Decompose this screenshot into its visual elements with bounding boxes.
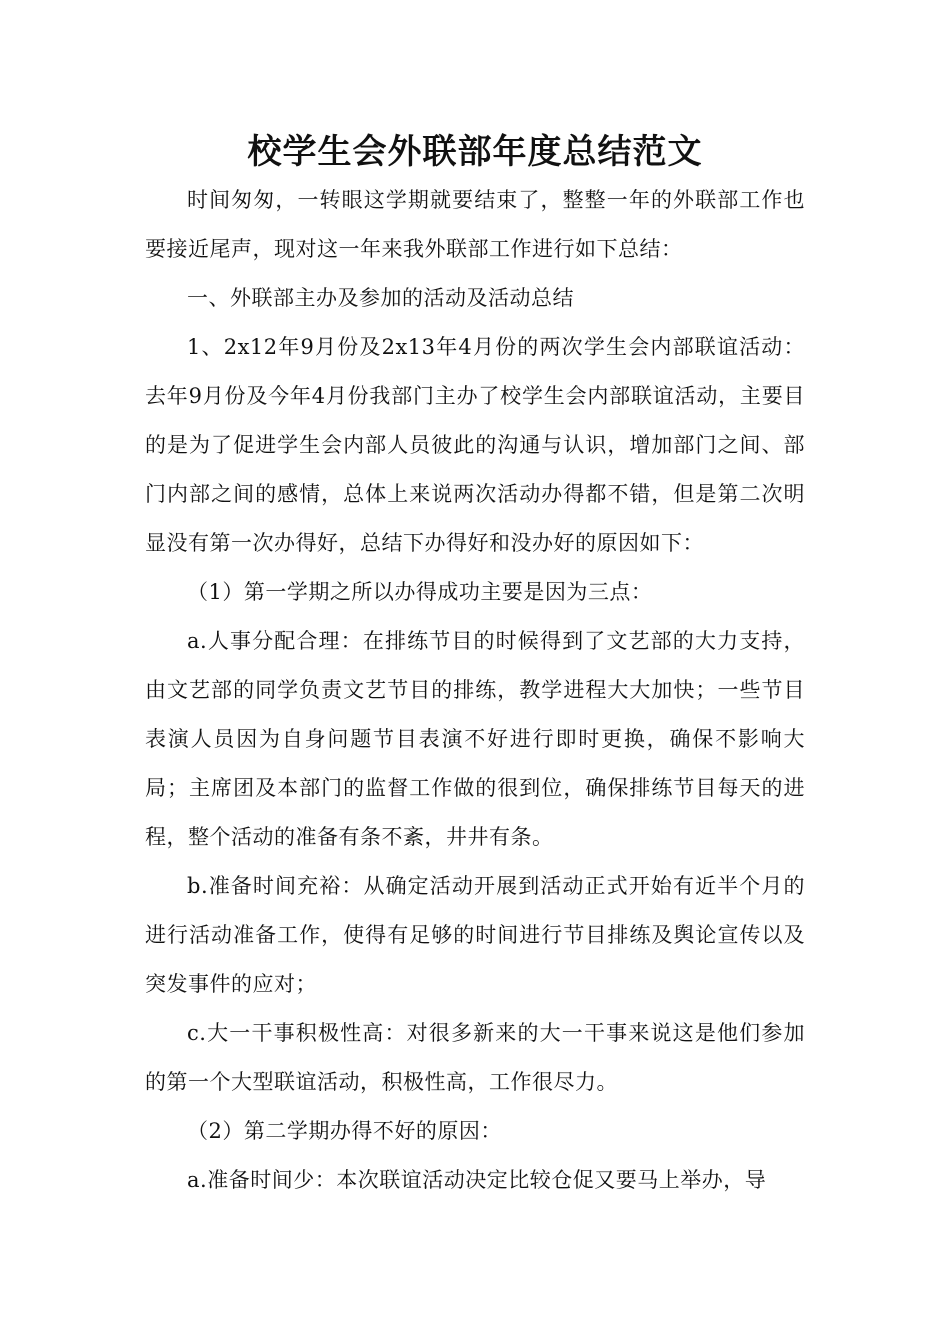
subheading-1: （1）第一学期之所以办得成功主要是因为三点： xyxy=(187,580,653,604)
paragraph-point-a: a.人事分配合理：在排练节目的时候得到了文艺部的大力支持，由文艺部的同学负责文艺节目的排练，教学进程大大加快；一些节目表演人员因为自身问题节目表演不好进行即时更换，确保不影响大局；主席团及本部门的监督工作做的很到位，确保排练节目每天的进程，整个活动的准备有条不紊，井井有条。 xyxy=(145,629,805,849)
document-body xyxy=(145,176,805,1205)
paragraph-item-1: 1、2x12年9月份及2x13年4月份的两次学生会内部联谊活动：去年9月份及今年4月份我部门主办了校学生会内部联谊活动，主要目的是为了促进学生会内部人员彼此的沟通与认识，增加部门之间、部门内部之间的感情，总体上来说两次活动办得都不错，但是第二次明显没有第一次办得好，总结下办得好和没办好的原因如下： xyxy=(145,335,805,555)
section-heading-1: 一、外联部主办及参加的活动及活动总结 xyxy=(187,286,574,310)
paragraph-point-a2: a.准备时间少：本次联谊活动决定比较仓促又要马上举办，导 xyxy=(187,1168,767,1192)
paragraph-intro: 时间匆匆，一转眼这学期就要结束了，整整一年的外联部工作也要接近尾声，现对这一年来我外联部工作进行如下总结： xyxy=(145,188,805,261)
document-title: 校学生会外联部年度总结范文 xyxy=(247,132,703,172)
paragraph-point-b: b.准备时间充裕：从确定活动开展到活动正式开始有近半个月的进行活动准备工作，使得有足够的时间进行节目排练及舆论宣传以及突发事件的应对； xyxy=(145,874,805,996)
subheading-2: （2）第二学期办得不好的原因： xyxy=(187,1119,502,1143)
paragraph-point-c: c.大一干事积极性高：对很多新来的大一干事来说这是他们参加的第一个大型联谊活动，积极性高，工作很尽力。 xyxy=(145,1021,805,1094)
